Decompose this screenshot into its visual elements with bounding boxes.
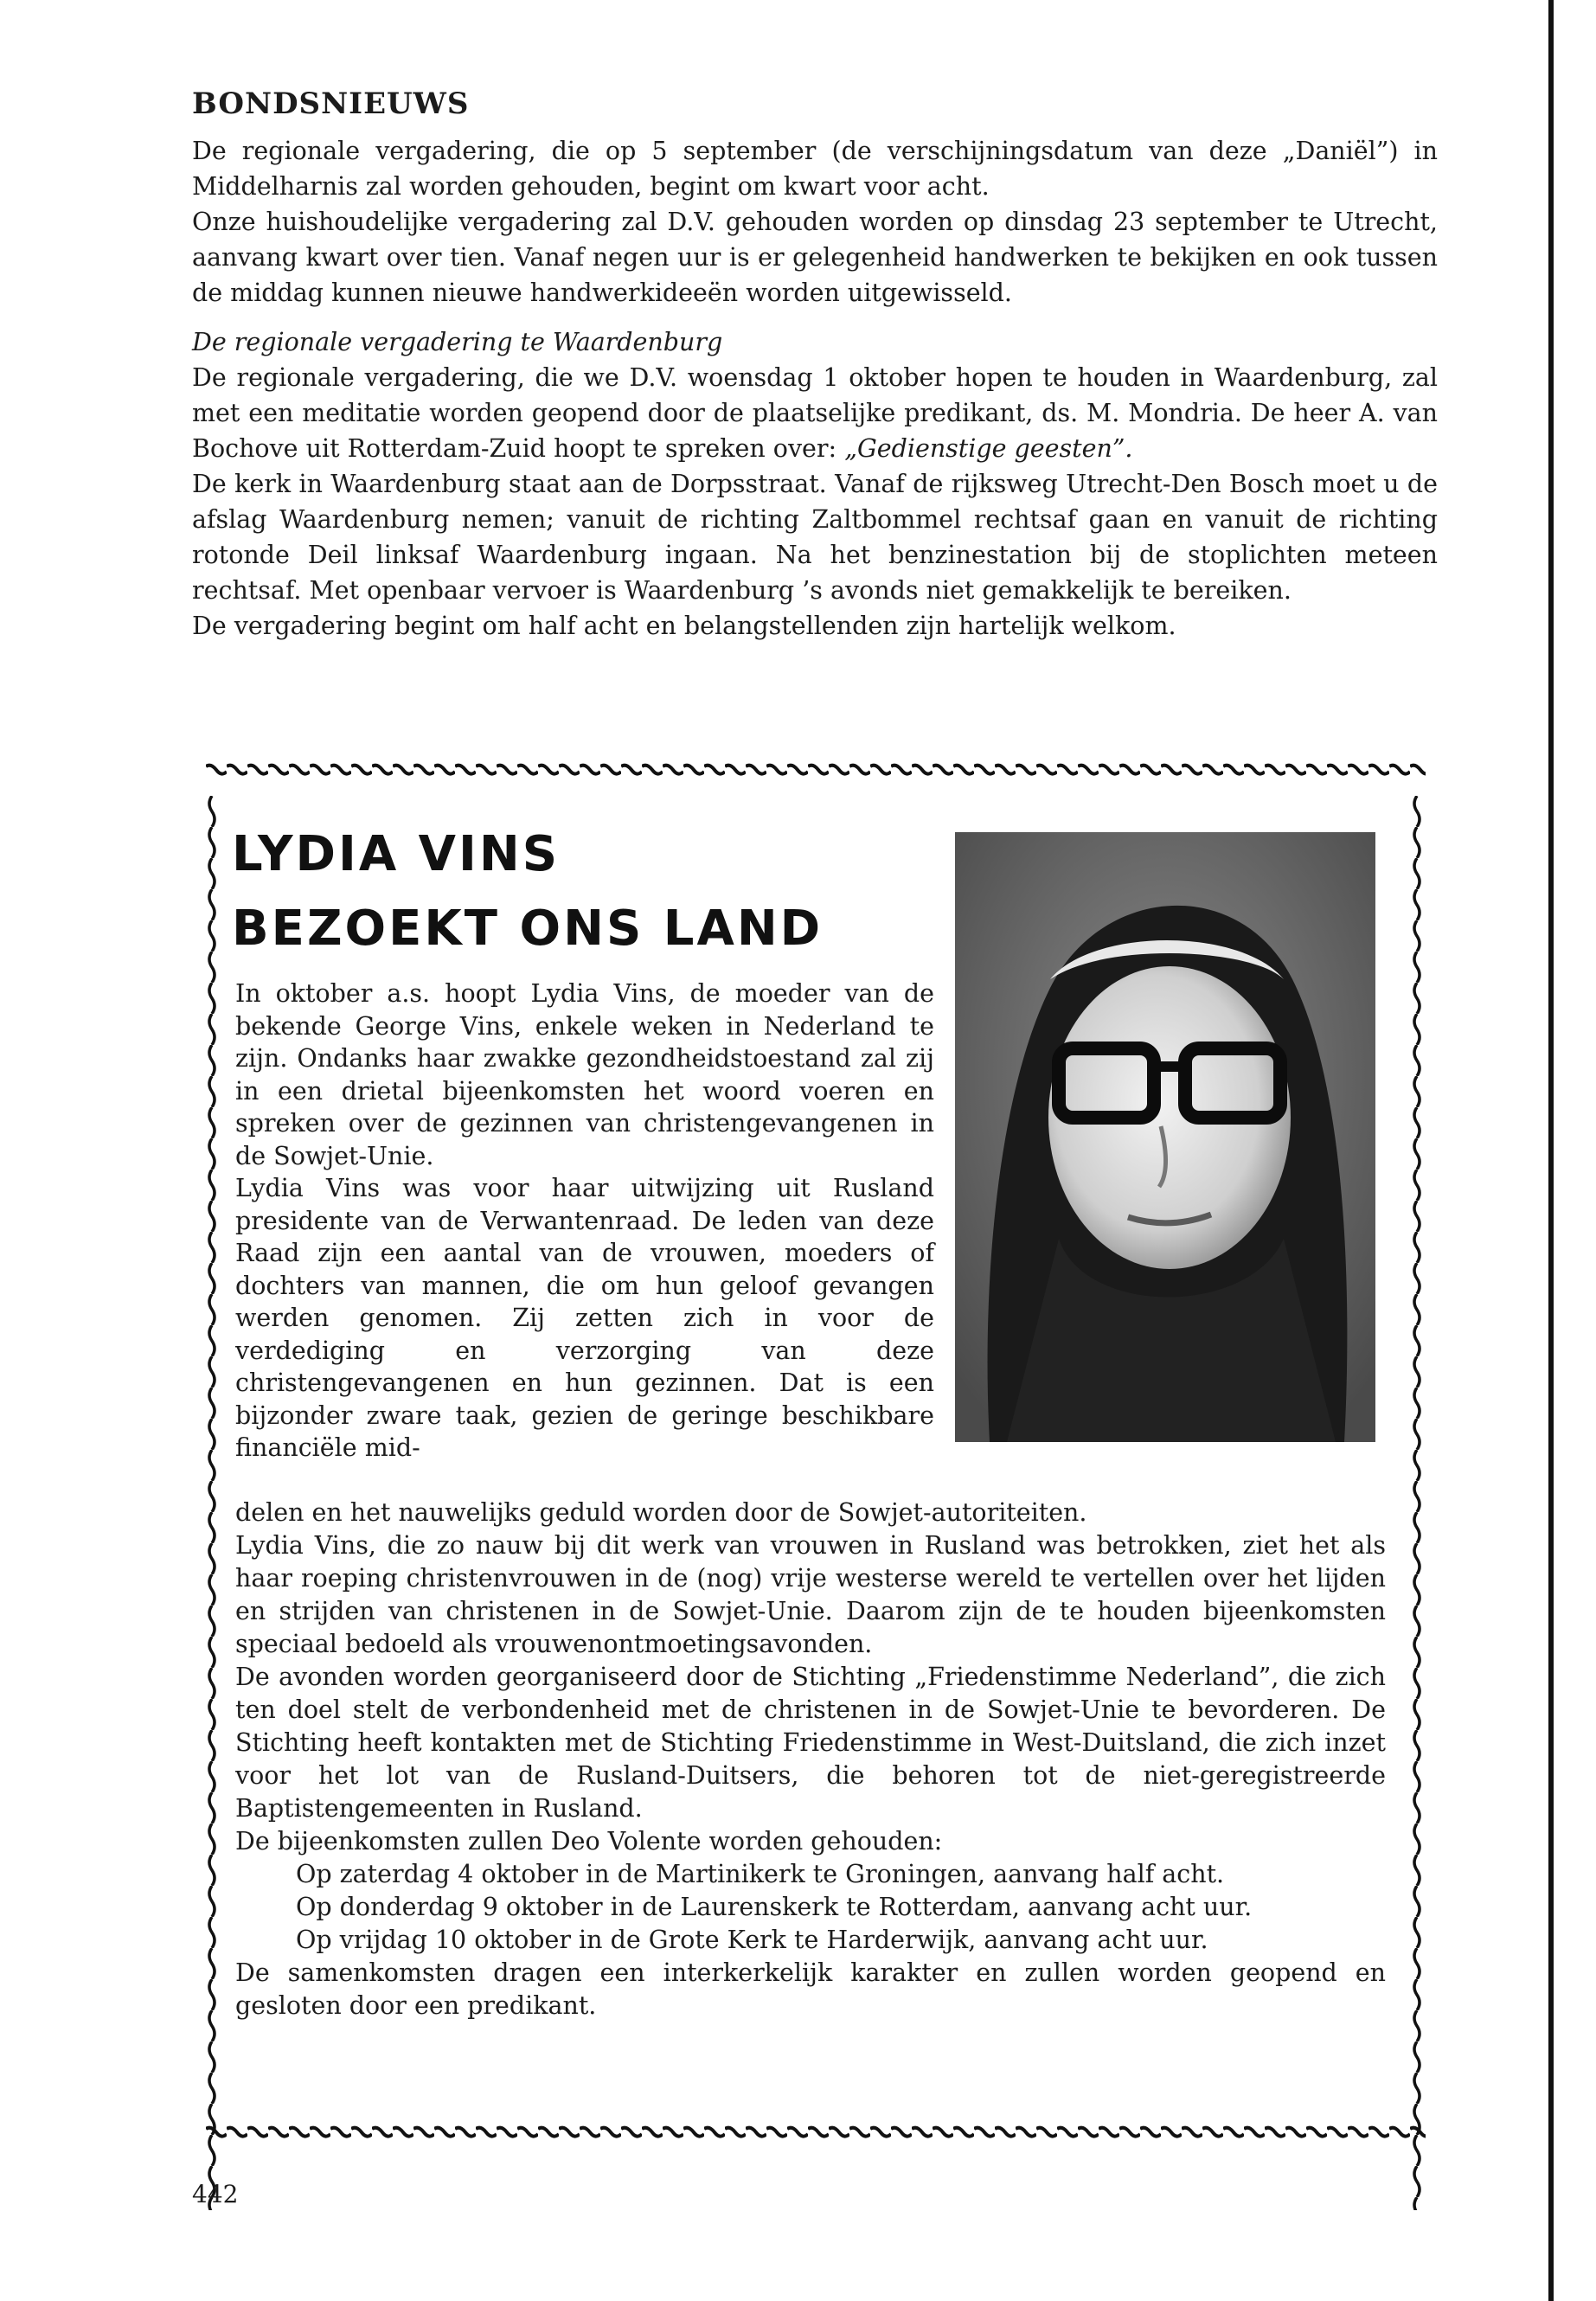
article-paragraph-council: Lydia Vins was voor haar uitwijzing uit Rusland presidente van de Verwantenraad. De leden van deze Raad zijn een aantal van de vrouwen, moeders of dochters van mannen, die om hun geloof gevangen werden genomen. Zij zetten zich in voor de verdediging en verzorging van deze christengevangenen en hun gezinnen. Dat is een bijzonder zware taak, gezien de geringe beschikbare financiële mid- — [235, 1174, 934, 1462]
article-paragraph-closing: De samenkomsten dragen een interkerkelijk karakter en zullen worden geopend en gesloten door een predikant. — [235, 1958, 1386, 2020]
border-bottom-ornament — [206, 2124, 1426, 2143]
article-paragraph-calling: Lydia Vins, die zo nauw bij dit werk van vrouwen in Rusland was betrokken, ziet het als haar roeping christenvrouwen in de (nog) vrije westerse wereld te vertellen over het lijden en strijden van christenen in de Sowjet-Unie. Daarom zijn de te houden bijeenkomsten speciaal bedoeld als vrouwenontmoetingsavonden. — [235, 1531, 1386, 1658]
portrait-photo — [955, 832, 1375, 1442]
page-number: 442 — [192, 2180, 239, 2208]
article-paragraph-intro: In oktober a.s. hoopt Lydia Vins, de moeder van de bekende George Vins, enkele weken in Nederland te zijn. Ondanks haar zwakke gezondheidstoestand zal zij in een drietal bijeenkomsten het woord voeren en spreken over de gezinnen van christengevangenen in de Sowjet-Unie. — [235, 979, 934, 1170]
subheading-waardenburg: De regionale vergadering te Waardenburg — [192, 328, 723, 356]
article-title — [232, 817, 823, 966]
meeting-harderwijk: Op vrijdag 10 oktober in de Grote Kerk te Harderwijk, aanvang acht uur. — [296, 1926, 1208, 1954]
paragraph-directions: De kerk in Waardenburg staat aan de Dorpsstraat. Vanaf de rijksweg Utrecht-Den Bosch moet u de afslag Waardenburg nemen; vanuit de richting Zaltbommel rechtsaf gaan en vanuit de richting rotonde Deil linksaf Waardenburg ingaan. Na het benzinestation bij de stoplichten meteen rechtsaf. Met openbaar vervoer is Waardenburg ’s avonds niet gemakkelijk te bereiken. — [192, 470, 1438, 605]
page-edge-rule — [1548, 0, 1554, 2301]
border-right-ornament — [1408, 796, 1426, 2210]
meeting-rotterdam: Op donderdag 9 oktober in de Laurenskerk te Rotterdam, aanvang acht uur. — [296, 1893, 1253, 1921]
article-paragraph-council-continued: delen en het nauwelijks geduld worden door de Sowjet-autoriteiten. — [235, 1498, 1087, 1527]
meeting-groningen: Op zaterdag 4 oktober in de Martinikerk te Groningen, aanvang half acht. — [296, 1860, 1225, 1888]
article-column-text — [235, 977, 934, 1465]
paragraph-regional-meeting: De regionale vergadering, die op 5 september (de verschijningsdatum van deze „Daniël”) in Middelharnis zal worden gehouden, begint om kwart voor acht. — [192, 137, 1438, 201]
section-title: BONDSNIEUWS — [192, 87, 470, 121]
article-title-line-2: BEZOEKT ONS LAND — [232, 901, 824, 957]
paragraph-waardenburg-meeting: De regionale vergadering, die we D.V. woensdag 1 oktober hopen te houden in Waardenburg, zal met een meditatie worden geopend door de plaatselijke predikant, ds. M. Mondria. De heer A. van Bochove uit Rotterdam-Zuid hoopt te spreken over: „Gedienstige geesten”. — [192, 363, 1438, 463]
paragraph-household-meeting: Onze huishoudelijke vergadering zal D.V. gehouden worden op dinsdag 23 september te Utrecht, aanvang kwart over tien. Vanaf negen uur is er gelegenheid handwerken te bekijken en ook tussen de middag kunnen nieuwe handwerkideeën worden uitgewisseld. — [192, 208, 1438, 307]
article-full-width-text — [235, 1497, 1386, 2022]
article-title-line-1: LYDIA VINS — [232, 826, 561, 882]
speech-topic: „Gedienstige geesten”. — [844, 434, 1133, 463]
article-paragraph-schedule-intro: De bijeenkomsten zullen Deo Volente worden gehouden: — [235, 1827, 943, 1856]
border-top-ornament — [206, 761, 1426, 780]
bondsnieuws-section — [192, 87, 1438, 644]
border-left-ornament — [203, 796, 221, 2210]
article-paragraph-foundation: De avonden worden georganiseerd door de Stichting „Friedenstimme Nederland”, die zich ten doel stelt de verbondenheid met de christenen in de Sowjet-Unie te bevorderen. De Stichting heeft kontakten met de Stichting Friedenstimme in West-Duitsland, die zich inzet voor het lot van de Rusland-Duitsers, die behoren tot de niet-geregistreerde Baptistengemeenten in Rusland. — [235, 1663, 1386, 1823]
paragraph-start-time: De vergadering begint om half acht en belangstellenden zijn hartelijk welkom. — [192, 612, 1176, 640]
